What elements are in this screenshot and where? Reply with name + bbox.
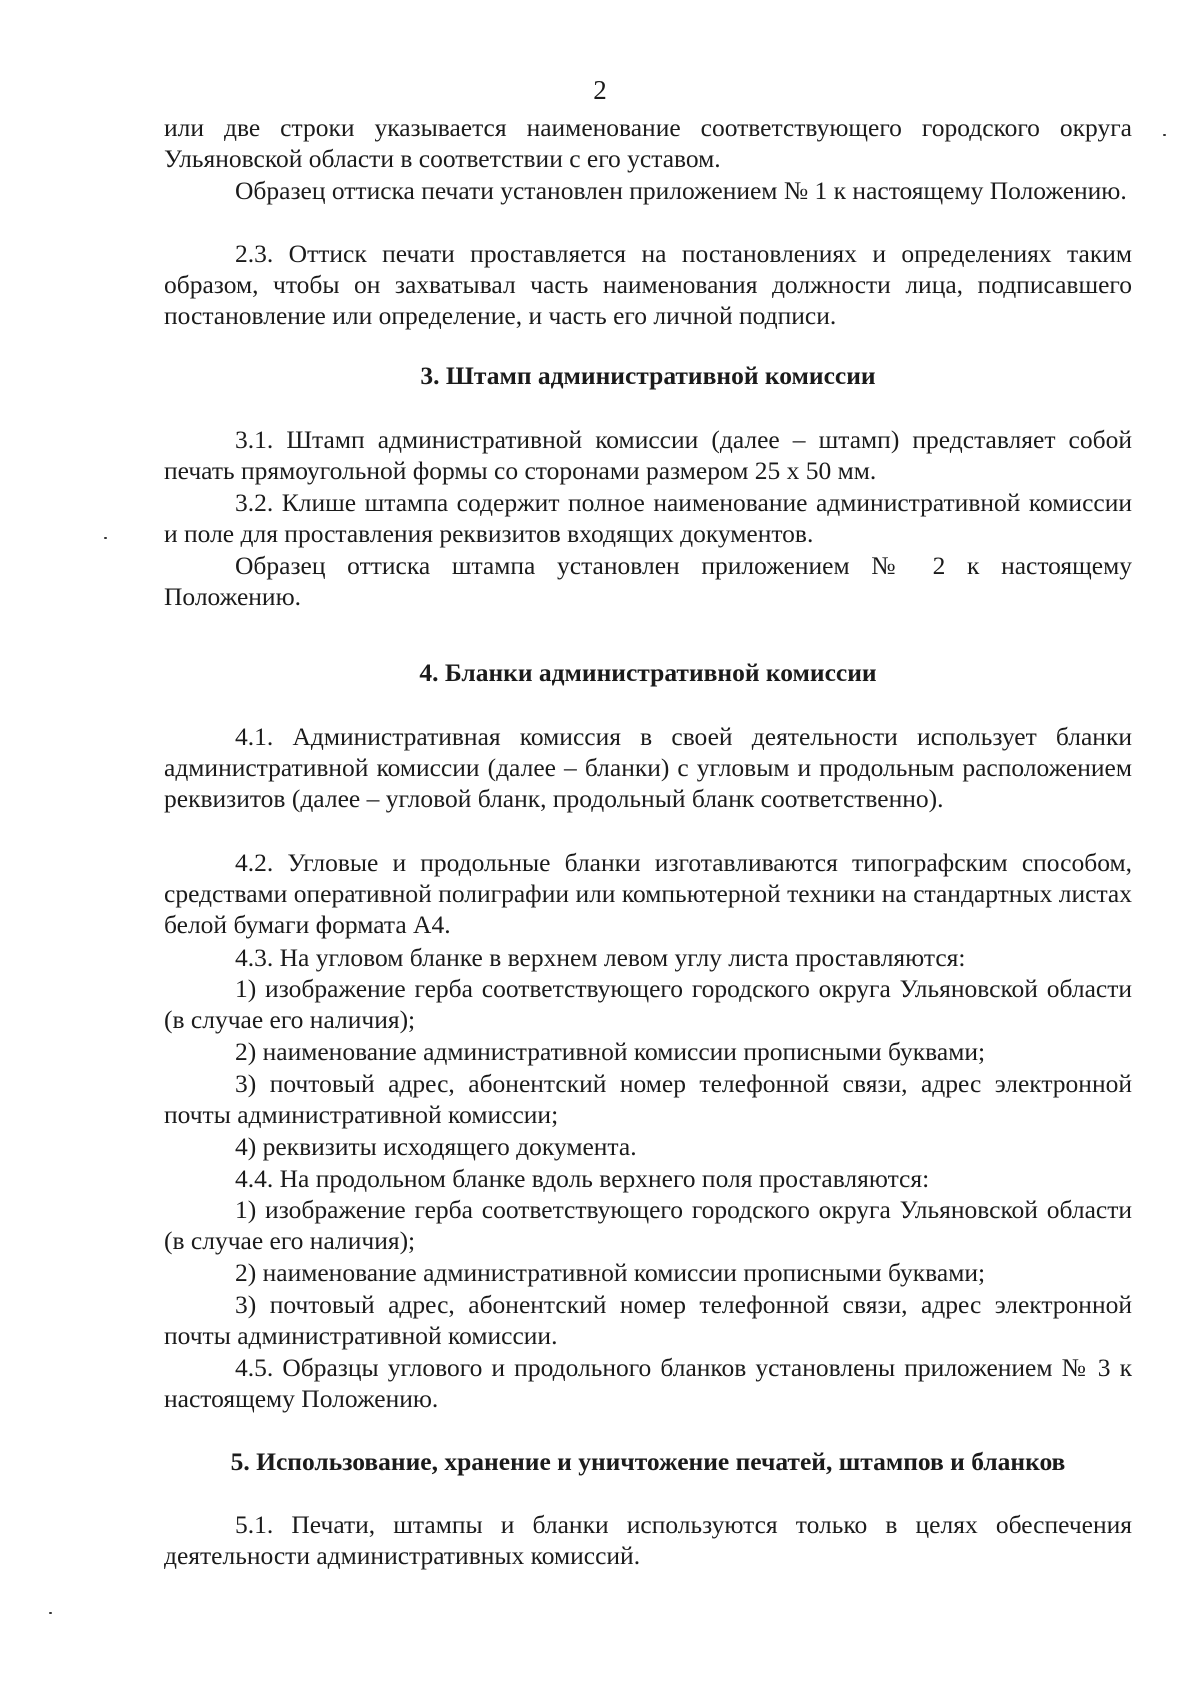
list-item-4-3-4: 4) реквизиты исходящего документа.	[235, 1132, 637, 1161]
scan-speck	[1163, 134, 1166, 136]
list-item-4-3-3: 3) почтовый адрес, абонентский номер телефонной связи, адрес электронной почты административной комиссии;	[164, 1069, 1132, 1130]
paragraph-3-2: 3.2. Клише штампа содержит полное наименование административной комиссии и поле для проставления реквизитов входящих документов.	[164, 488, 1132, 549]
paragraph-5-1: 5.1. Печати, штампы и бланки используются только в целях обеспечения деятельности административных комиссий.	[164, 1510, 1132, 1571]
page-number: 2	[593, 75, 607, 105]
paragraph-2-3: 2.3. Оттиск печати проставляется на постановлениях и определениях таким образом, чтобы он захватывал часть наименования должности лица, подписавшего постановление или определение, и часть его личной подписи.	[164, 239, 1132, 331]
paragraph-4-5: 4.5. Образцы углового и продольного бланков установлены приложением № 3 к настоящему Положению.	[164, 1353, 1132, 1414]
paragraph-3-1: 3.1. Штамп административной комиссии (далее – штамп) представляет собой печать прямоугольной формы со сторонами размером 25 х 50 мм.	[164, 425, 1132, 486]
paragraph-stamp-sample: Образец оттиска штампа установлен приложением № 2 к настоящему Положению.	[164, 551, 1132, 612]
paragraph-4-3: 4.3. На угловом бланке в верхнем левом углу листа проставляются:	[235, 943, 966, 972]
section-heading-3: 3. Штамп административной комиссии	[420, 361, 876, 390]
paragraph-4-2: 4.2. Угловые и продольные бланки изготавливаются типографским способом, средствами оперативной полиграфии или компьютерной техники на стандартных листах белой бумаги формата А4.	[164, 848, 1132, 940]
scan-speck	[104, 537, 107, 539]
paragraph-4-1: 4.1. Административная комиссия в своей деятельности использует бланки административной комиссии (далее – бланки) с угловым и продольным расположением реквизитов (далее – угловой бланк, продольный бланк соответственно).	[164, 722, 1132, 814]
paragraph-seal-sample: Образец оттиска печати установлен приложением № 1 к настоящему Положению.	[235, 176, 1127, 205]
paragraph-4-4: 4.4. На продольном бланке вдоль верхнего поля проставляются:	[235, 1164, 930, 1193]
scan-speck	[49, 1612, 52, 1614]
list-item-4-4-2: 2) наименование административной комиссии прописными буквами;	[235, 1258, 986, 1287]
list-item-4-4-1: 1) изображение герба соответствующего городского округа Ульяновской области (в случае его наличия);	[164, 1195, 1132, 1256]
list-item-4-3-2: 2) наименование административной комиссии прописными буквами;	[235, 1037, 986, 1066]
section-heading-5: 5. Использование, хранение и уничтожение печатей, штампов и бланков	[230, 1447, 1066, 1476]
paragraph-continuation: или две строки указывается наименование соответствующего городского округа Ульяновской области в соответствии с его уставом.	[164, 113, 1132, 174]
section-heading-4: 4. Бланки административной комиссии	[419, 658, 877, 687]
list-item-4-3-1: 1) изображение герба соответствующего городского округа Ульяновской области (в случае его наличия);	[164, 974, 1132, 1035]
list-item-4-4-3: 3) почтовый адрес, абонентский номер телефонной связи, адрес электронной почты административной комиссии.	[164, 1290, 1132, 1351]
